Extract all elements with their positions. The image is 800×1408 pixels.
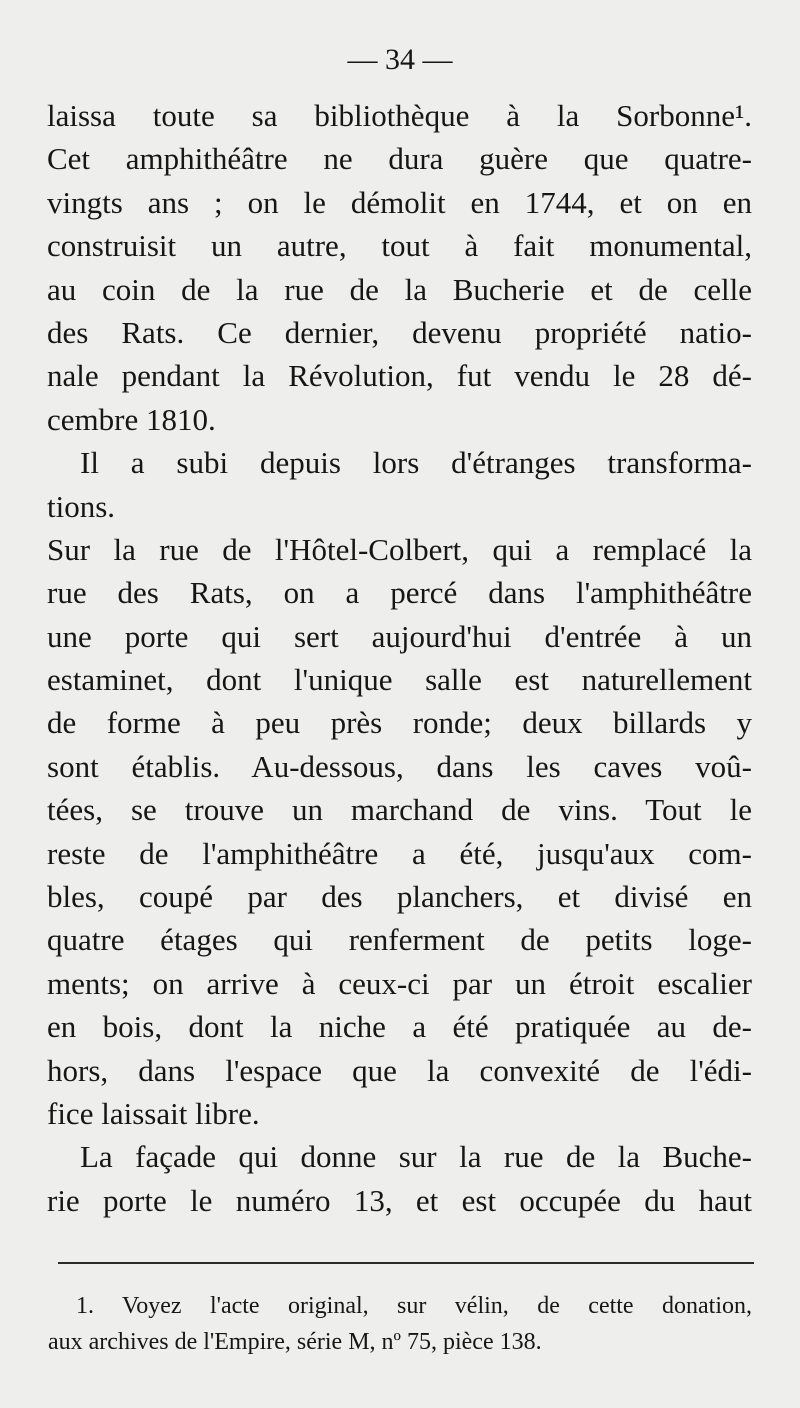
- text-line: tions.: [47, 488, 116, 524]
- text-line: sont établis. Au-dessous, dans les caves voû-: [47, 748, 752, 784]
- footnote-line: 1. Voyez l'acte original, sur vélin, de cette donation,: [76, 1293, 752, 1319]
- text-line: de forme à peu près ronde; deux billards y: [47, 705, 752, 741]
- text-line: des Rats. Ce dernier, devenu propriété natio-: [47, 314, 752, 350]
- body-text: [47, 94, 752, 1222]
- text-line: bles, coupé par des planchers, et divisé en: [47, 879, 752, 915]
- text-line: tées, se trouve un marchand de vins. Tout le: [47, 792, 752, 828]
- text-line: laissa toute sa bibliothèque à la Sorbonne¹.: [47, 98, 752, 133]
- footnotes: [48, 1288, 752, 1360]
- page-number: — 34 —: [347, 43, 453, 76]
- footnote-line: aux archives de l'Empire, série M, nº 75, pièce 138.: [48, 1329, 542, 1355]
- text-line: hors, dans l'espace que la convexité de l'édi-: [47, 1052, 752, 1088]
- text-line: ments; on arrive à ceux-ci par un étroit escalier: [47, 965, 752, 1001]
- text-line: reste de l'amphithéâtre a été, jusqu'aux com-: [47, 835, 752, 871]
- text-line: construisit un autre, tout à fait monumental,: [47, 228, 752, 264]
- text-line: au coin de la rue de la Bucherie et de celle: [47, 271, 752, 307]
- text-line: rie porte le numéro 13, et est occupée du haut: [47, 1182, 752, 1218]
- text-line: cembre 1810.: [47, 401, 216, 437]
- text-line: estaminet, dont l'unique salle est naturellement: [47, 662, 752, 698]
- text-line: Sur la rue de l'Hôtel-Colbert, qui a remplacé la: [47, 531, 752, 567]
- text-line: vingts ans ; on le démolit en 1744, et on en: [47, 184, 752, 220]
- text-line: une porte qui sert aujourd'hui d'entrée à un: [47, 618, 752, 654]
- text-line: nale pendant la Révolution, fut vendu le 28 dé-: [47, 358, 752, 394]
- text-line: rue des Rats, on a percé dans l'amphithéâtre: [47, 575, 752, 611]
- text-line: Il a subi depuis lors d'étranges transforma-: [80, 445, 752, 481]
- text-line: en bois, dont la niche a été pratiquée au de-: [47, 1009, 752, 1045]
- text-line: quatre étages qui renferment de petits loge-: [47, 922, 752, 958]
- footnote-divider: [58, 1262, 754, 1264]
- text-line: Cet amphithéâtre ne dura guère que quatre-: [47, 141, 752, 177]
- text-line: La façade qui donne sur la rue de la Buche-: [80, 1139, 752, 1175]
- text-line: fice laissait libre.: [47, 1095, 260, 1131]
